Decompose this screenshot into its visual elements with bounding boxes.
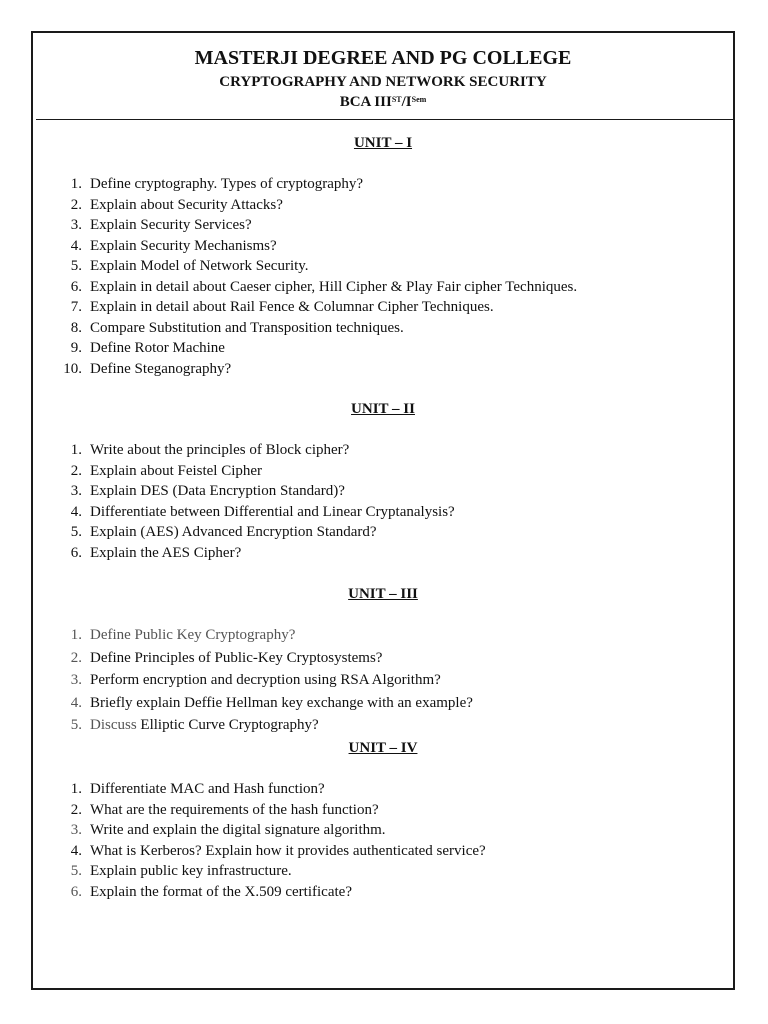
- question-number: 2.: [70, 196, 82, 213]
- question-item: [60, 522, 710, 543]
- question-item: [60, 779, 710, 800]
- college-title: MASTERJI DEGREE AND PG COLLEGE: [194, 47, 572, 69]
- question-text: Explain about Feistel Cipher: [90, 462, 263, 479]
- unit-1-heading: UNIT – I: [353, 135, 413, 151]
- question-text: What is Kerberos? Explain how it provides authenticated service?: [90, 842, 486, 859]
- question-text: Explain DES (Data Encryption Standard)?: [90, 483, 345, 499]
- question-number: 1.: [70, 176, 82, 192]
- question-item: [60, 277, 710, 298]
- question-text: What are the requirements of the hash function?: [90, 801, 379, 818]
- question-text: Explain Security Services?: [90, 217, 252, 233]
- question-number: 2.: [70, 462, 82, 479]
- question-number: 10.: [63, 360, 82, 377]
- unit-2-heading: UNIT – II: [351, 401, 415, 417]
- question-number: 3.: [70, 483, 82, 499]
- question-text: Define Rotor Machine: [90, 340, 225, 356]
- question-number: 7.: [70, 299, 82, 315]
- class-separator: /I: [401, 94, 412, 110]
- question-number: 5.: [70, 717, 82, 734]
- question-item: [60, 714, 710, 737]
- question-text: Explain the format of the X.509 certificate?: [90, 883, 352, 900]
- question-item: [60, 481, 710, 502]
- question-item: [60, 256, 710, 277]
- question-item: [60, 215, 710, 236]
- question-number: 5.: [70, 524, 82, 540]
- question-item: [60, 647, 710, 670]
- question-number: 3.: [70, 672, 82, 689]
- question-text: Define cryptography. Types of cryptography?: [90, 176, 364, 192]
- question-text: Explain in detail about Caeser cipher, Hill Cipher & Play Fair cipher Techniques.: [90, 278, 578, 295]
- question-number: 8.: [70, 319, 82, 336]
- question-number: 2.: [70, 649, 82, 666]
- question-number: 6.: [70, 544, 82, 561]
- unit-3-heading: UNIT – III: [348, 586, 418, 602]
- question-text: Define Public Key Cryptography?: [90, 627, 296, 643]
- unit-2-question-list: [60, 440, 710, 563]
- question-text: Briefly explain Deffie Hellman key exchange with an example?: [90, 694, 473, 711]
- document-header: [31, 44, 735, 112]
- question-number: 6.: [70, 278, 82, 295]
- question-number: 6.: [70, 883, 82, 900]
- question-item: [60, 236, 710, 257]
- question-number: 4.: [70, 694, 82, 711]
- question-text: Explain public key infrastructure.: [90, 863, 292, 879]
- unit-3-question-list: [60, 624, 710, 737]
- course-title: CRYPTOGRAPHY AND NETWORK SECURITY: [219, 74, 547, 90]
- question-number: 4.: [70, 842, 82, 859]
- question-text: Explain the AES Cipher?: [90, 544, 242, 561]
- question-number: 1.: [70, 781, 82, 797]
- question-text: Define Steganography?: [90, 360, 232, 377]
- question-item: [60, 861, 710, 882]
- question-item: [60, 297, 710, 318]
- question-text: Explain (AES) Advanced Encryption Standard?: [90, 524, 377, 540]
- question-text: Compare Substitution and Transposition techniques.: [90, 319, 404, 336]
- question-item: [60, 440, 710, 461]
- unit-1-question-list: [60, 174, 710, 379]
- question-item: [60, 543, 710, 564]
- class-superscript-st: ST: [391, 95, 402, 104]
- question-number: 2.: [70, 801, 82, 818]
- question-item: [60, 461, 710, 482]
- question-text: Differentiate MAC and Hash function?: [90, 781, 325, 797]
- question-item: [60, 338, 710, 359]
- question-number: 5.: [70, 258, 82, 274]
- question-number: 1.: [70, 442, 82, 458]
- class-semester-line: [31, 92, 735, 112]
- question-item: [60, 669, 710, 692]
- question-text: Write about the principles of Block cipher?: [90, 442, 350, 458]
- question-item: [60, 174, 710, 195]
- question-text: Perform encryption and decryption using RSA Algorithm?: [90, 672, 441, 689]
- class-superscript-sem: Sem: [411, 95, 427, 104]
- question-number: 9.: [70, 340, 82, 356]
- question-text-prefix: Discuss: [90, 717, 137, 734]
- question-text: Define Principles of Public-Key Cryptosystems?: [90, 649, 383, 666]
- question-item: [60, 800, 710, 821]
- question-text: Write and explain the digital signature algorithm.: [90, 822, 386, 838]
- question-item: [60, 841, 710, 862]
- question-text: Explain about Security Attacks?: [90, 196, 283, 213]
- question-item: [60, 195, 710, 216]
- question-item: [60, 318, 710, 339]
- question-item: [60, 692, 710, 715]
- question-number: 1.: [70, 627, 82, 643]
- question-number: 4.: [70, 237, 82, 254]
- header-divider: [36, 119, 733, 120]
- question-text: Differentiate between Differential and Linear Cryptanalysis?: [90, 503, 455, 520]
- class-prefix: BCA III: [339, 94, 392, 110]
- question-number: 5.: [70, 863, 82, 879]
- question-text: Explain Security Mechanisms?: [90, 237, 277, 254]
- question-item: [60, 359, 710, 380]
- question-text: Elliptic Curve Cryptography?: [136, 717, 319, 734]
- question-item: [60, 882, 710, 903]
- question-text: Explain in detail about Rail Fence & Columnar Cipher Techniques.: [90, 299, 494, 315]
- question-item: [60, 624, 710, 647]
- question-number: 3.: [70, 822, 82, 838]
- unit-4-question-list: [60, 779, 710, 902]
- question-item: [60, 820, 710, 841]
- question-number: 3.: [70, 217, 82, 233]
- question-number: 4.: [70, 503, 82, 520]
- question-item: [60, 502, 710, 523]
- question-text: Explain Model of Network Security.: [90, 258, 309, 274]
- unit-4-heading: UNIT – IV: [348, 740, 418, 756]
